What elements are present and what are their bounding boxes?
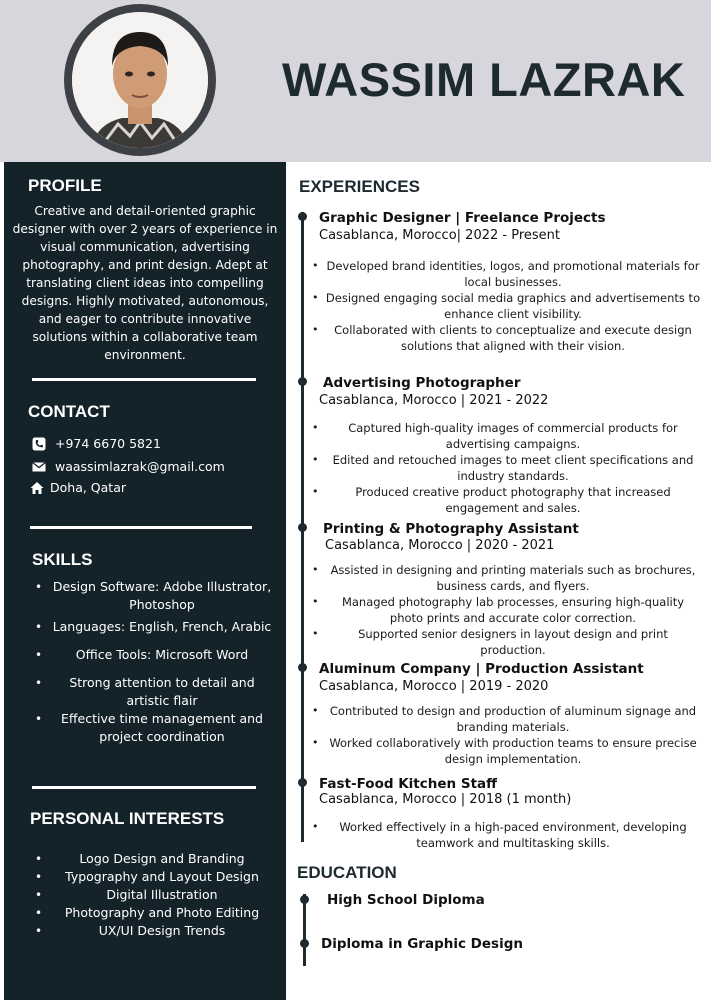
skills-list [4,578,286,746]
avatar [72,12,208,148]
timeline-dot [300,939,309,948]
list-item: • Assisted in designing and printing materials such as brochures, business cards, and flyers. [306,562,702,594]
list-item: • Digital Illustration [4,886,286,904]
job-title: Printing & Photography Assistant [323,521,579,537]
list-item: • Strong attention to detail and artistic flair [4,674,286,710]
timeline-dot [298,663,307,672]
list-item: • Produced creative product photography that increased engagement and sales. [306,484,702,516]
list-item: • Worked effectively in a high-paced environment, developing teamwork and multitasking skills. [306,819,702,851]
list-item: • Logo Design and Branding [4,850,286,868]
job-bullets [306,258,702,354]
portrait-icon [72,12,208,148]
job-subtitle: Casablanca, Morocco | 2021 - 2022 [319,393,549,408]
education-item: Diploma in Graphic Design [321,936,523,952]
timeline-dot [298,523,307,532]
profile-heading: PROFILE [28,176,102,195]
page-title: WASSIM LAZRAK [282,53,686,106]
contact-email [32,459,225,474]
job-subtitle: Casablanca, Morocco | 2018 (1 month) [319,792,572,807]
list-item: • Edited and retouched images to meet client specifications and industry standards. [306,452,702,484]
profile-text: Creative and detail-oriented graphic designer with over 2 years of experience in visual communication, advertising photography, and print design. Adept at translating client ideas into compelling designs. Highly motivated, autonomous, and eager to contribute innovative solutions within a collaborative team environment. [12,204,278,362]
list-item: • Typography and Layout Design [4,868,286,886]
education-heading: EDUCATION [297,863,397,882]
list-item: • Languages: English, French, Arabic [4,618,286,636]
list-item: • Effective time management and project coordination [4,710,286,746]
divider [32,786,256,789]
list-item: • Managed photography lab processes, ensuring high-quality photo prints and accurate color correction. [306,594,702,626]
sidebar [4,162,286,1000]
list-item: • Captured high-quality images of commercial products for advertising campaigns. [306,420,702,452]
list-item: • Office Tools: Microsoft Word [4,646,286,664]
timeline-dot [300,895,309,904]
timeline-dot [298,212,307,221]
job-subtitle: Casablanca, Morocco| 2022 - Present [319,228,560,243]
job-bullets [306,420,702,516]
job-bullets [306,562,702,658]
divider [30,526,252,529]
list-item: • Design Software: Adobe Illustrator, Photoshop [4,578,286,614]
job-title: Aluminum Company | Production Assistant [319,661,644,677]
list-item: • Collaborated with clients to conceptualize and execute design solutions that aligned with their vision. [306,322,702,354]
contact-phone-text: +974 6670 5821 [55,436,161,451]
list-item: • Worked collaboratively with production teams to ensure precise design implementation. [306,735,702,767]
contact-location-text: Doha, Qatar [50,480,127,495]
contact-location [30,480,126,495]
experiences-heading: EXPERIENCES [299,177,420,196]
education-timeline [303,894,306,966]
job-title: Fast-Food Kitchen Staff [319,776,498,792]
divider [32,378,256,381]
timeline-dot [298,778,307,787]
phone-icon [32,437,46,451]
job-bullets [306,703,702,767]
job-title: Advertising Photographer [323,375,521,391]
home-icon [30,481,44,495]
job-title: Graphic Designer | Freelance Projects [319,210,606,226]
job-subtitle: Casablanca, Morocco | 2019 - 2020 [319,679,549,694]
list-item: • Photography and Photo Editing [4,904,286,922]
timeline-dot [298,377,307,386]
list-item: • Designed engaging social media graphics and advertisements to enhance client visibility. [306,290,702,322]
list-item: • Supported senior designers in layout design and print production. [306,626,702,658]
list-item: • Contributed to design and production of aluminum signage and branding materials. [306,703,702,735]
contact-email-text[interactable]: waassimlazrak@gmail.com [55,459,225,474]
list-item: • UX/UI Design Trends [4,922,286,940]
email-icon [32,460,46,474]
interests-list [4,850,286,940]
contact-phone [32,436,161,451]
contact-heading: CONTACT [28,402,110,421]
skills-heading: SKILLS [32,550,93,569]
job-bullets [306,819,702,851]
list-item: • Developed brand identities, logos, and promotional materials for local businesses. [306,258,702,290]
interests-heading: PERSONAL INTERESTS [30,809,225,828]
job-subtitle: Casablanca, Morocco | 2020 - 2021 [325,538,555,553]
education-item: High School Diploma [327,892,485,908]
